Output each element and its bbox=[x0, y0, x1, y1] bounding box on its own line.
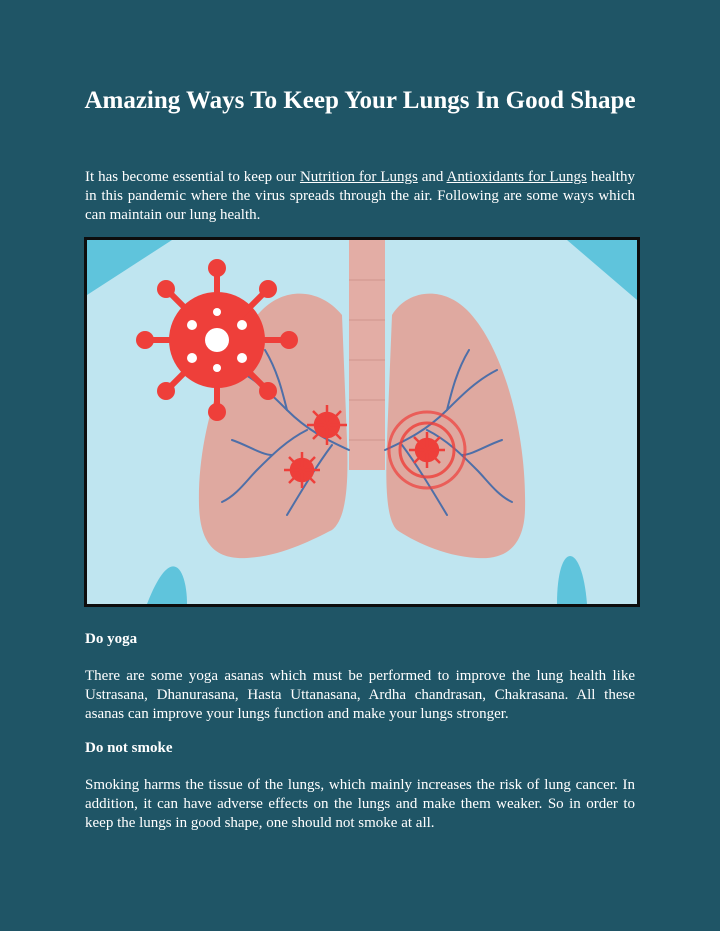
section-heading-smoke: Do not smoke bbox=[85, 740, 173, 756]
small-virus-icon bbox=[307, 405, 347, 445]
section-body-yoga: There are some yoga asanas which must be performed to improve the lung health like Ustrasana, Dhanurasana, Hasta Uttanasana, Ardha chandrasan, Chakrasana. All these asanas can improve your lungs function and make your lungs stronger. bbox=[85, 668, 635, 722]
antioxidants-for-lungs-link[interactable]: Antioxidants for Lungs bbox=[446, 169, 587, 185]
intro-text-3: healthy in this pandemic where the virus spreads through the air. Following are some ways which can maintain our lung health. bbox=[85, 169, 635, 223]
target-virus-icon bbox=[389, 412, 465, 488]
lungs-illustration bbox=[84, 237, 640, 607]
intro-text-1: It has become essential to keep our bbox=[85, 169, 300, 185]
intro-paragraph bbox=[85, 168, 635, 225]
page-title: Amazing Ways To Keep Your Lungs In Good Shape bbox=[84, 87, 636, 114]
intro-text-2: and bbox=[417, 169, 447, 185]
trachea bbox=[349, 240, 385, 470]
lungs-virus-image bbox=[87, 240, 637, 604]
small-virus-icon bbox=[284, 452, 320, 488]
nutrition-for-lungs-link[interactable]: Nutrition for Lungs bbox=[299, 169, 418, 185]
section-body-smoke: Smoking harms the tissue of the lungs, which mainly increases the risk of lung cancer. In addition, it can have adverse effects on the lungs and make them weaker. So in order to keep the lungs in good shape, one should not smoke at all. bbox=[85, 777, 635, 831]
section-heading-yoga: Do yoga bbox=[85, 631, 138, 647]
large-virus-icon bbox=[136, 259, 298, 421]
